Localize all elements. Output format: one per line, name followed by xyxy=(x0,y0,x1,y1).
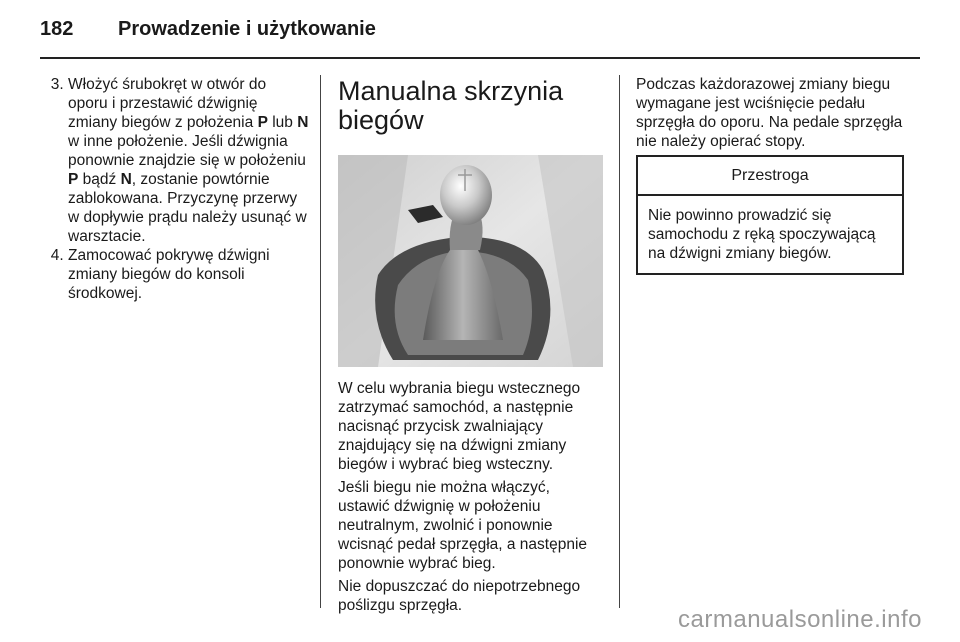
column-divider-1 xyxy=(320,75,321,608)
paragraph-reverse-gear: W celu wybrania biegu wstecznego zatrzymać samochód, a następnie nacisnąć przycisk zwalniający znajdujący się na dźwigni zmiany biegów i wybrać bieg wsteczny. xyxy=(338,380,581,473)
list-item-3: 3. Włożyć śrubokręt w otwór do oporu i przestawić dźwignię zmiany biegów z położenia P lub N w inne położenie. Jeśli dźwignia ponownie znajdzie się w położeniu P bądź N, zostanie powtórnie zablokowana. Przyczynę przerwy w dopływie prądu należy usunąć w warsztacie. xyxy=(68,75,310,246)
section-title: Manualna skrzynia biegów xyxy=(338,76,564,135)
column-right xyxy=(636,75,904,275)
caution-heading: Przestroga xyxy=(638,157,902,196)
column-middle xyxy=(338,75,603,619)
paragraph-gear-not-engaging: Jeśli biegu nie można włączyć, ustawić dźwignię w położeniu neutralnym, zwolnić i ponownie wcisnąć pedał sprzęgła, a następnie ponownie wybrać bieg. xyxy=(338,479,588,572)
paragraph-clutch-pedal: Podczas każdorazowej zmiany biegu wymagane jest wciśnięcie pedału sprzęgła do oporu. Na pedale sprzęgła nie należy opierać stopy. xyxy=(636,76,903,150)
caution-box xyxy=(636,155,904,275)
gear-shift-lever-photo xyxy=(338,155,603,367)
page-header xyxy=(40,18,376,41)
chapter-title: Prowadzenie i użytkowanie xyxy=(118,18,376,40)
watermark: carmanualsonline.info xyxy=(678,606,922,633)
page-number: 182 xyxy=(40,18,74,40)
caution-text: Nie powinno prowadzić się samochodu z ręką spoczywającą na dźwigni zmiany biegów. xyxy=(648,207,876,262)
column-divider-2 xyxy=(619,75,620,608)
paragraph-clutch-slip: Nie dopuszczać do niepotrzebnego poślizgu sprzęgła. xyxy=(338,578,581,614)
list-item-4: 4. Zamocować pokrywę dźwigni zmiany biegów do konsoli środkowej. xyxy=(68,246,310,303)
header-divider xyxy=(40,57,920,59)
instruction-list xyxy=(48,75,310,303)
column-left xyxy=(48,75,310,303)
